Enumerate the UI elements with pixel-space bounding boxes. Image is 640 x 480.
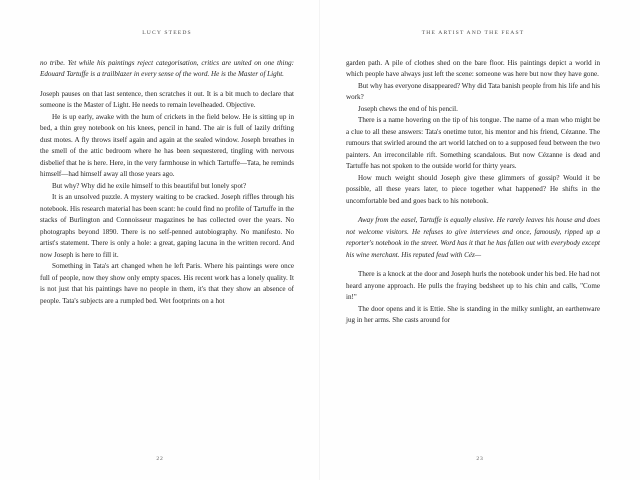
right-running-head: THE ARTIST AND THE FEAST: [421, 30, 525, 36]
paragraph: no tribe. Yet while his paintings reject categorisation, critics are united on one thing: Edouard Tartuffe is a trailblazer in every sense of the word. He is the Master of Light.: [40, 59, 294, 79]
paragraph: Joseph pauses on that last sentence, then scratches it out. It is a bit much to declare that someone is the Master of Light. He needs to remain levelheaded. Objective.: [40, 89, 294, 110]
right-page-folio: 23: [476, 456, 484, 462]
paragraph: garden path. A pile of clothes shed on the bare floor. His paintings depict a world in which people have always just left the scene: someone was here but now they have gone.: [346, 59, 600, 79]
paragraph: But why has everyone disappeared? Why did Tata banish people from his life and his work?: [346, 81, 600, 102]
paragraph: The door opens and it is Ettie. She is standing in the milky sunlight, an earthenware jug in her arms. She casts around for: [346, 304, 600, 325]
left-page-folio: 22: [156, 456, 164, 462]
paragraph: Away from the easel, Tartuffe is equally elusive. He rarely leaves his house and does not welcome visitors. He refuses to give interviews and once, famously, ripped up a reporter's notebook in the street. Word has it that he has fallen out with everybody except his wine merchant. His reputed feud with Céz—: [346, 216, 600, 259]
paragraph: There is a knock at the door and Joseph hurls the notebook under his bed. He had not heard anyone approach. He pulls the fraying bedsheet up to his chin and calls, "Come in!": [346, 270, 600, 302]
paragraph: Joseph chews the end of his pencil.: [358, 104, 458, 113]
paragraph: He is up early, awake with the hum of crickets in the field below. He is sitting up in bed, a thin grey notebook on his knees, pencil in hand. The air is full of lazily drifting dust motes. A fly throws itself again and again at the sealed window. Joseph breathes in the smell of the attic bedroom where he has been sequestered, tingling with nervous disbelief that he is here. Here, in the very farmhouse in which Tartuffe—Tata, he reminds himself—had himself away all those years ago.: [40, 112, 294, 179]
paragraph: But why? Why did he exile himself to this beautiful but lonely spot?: [52, 181, 247, 190]
paragraph: Something in Tata's art changed when he left Paris. Where his paintings were once full of people, now they show only empty spaces. His recent work has a lonely quality. It is not just that his paintings have no people in them, it's that they show an absence of people. Tata's subjects are a rumpled bed. Wet footprints on a hot: [40, 262, 294, 305]
left-page-text: [40, 58, 294, 307]
paragraph: It is an unsolved puzzle. A mystery waiting to be cracked. Joseph riffles through his notebook. His research material has been scant: he could find no profile of Tartuffe in the stacks of Burlington and Connoisseur magazines he has collected over the years. No photographs beyond 1890. There is no self-penned autobiography. No manifesto. No artist's statement. There is only a hole: a great, gaping lacuna in the written record. And now Joseph is here to fill it.: [40, 193, 294, 259]
right-page: [320, 0, 640, 480]
paragraph: How much weight should Joseph give these glimmers of gossip? Would it be possible, all these years later, to piece together what happened? He shifts in the uncomfortable bed and goes back to his notebook.: [346, 173, 600, 205]
paragraph: There is a name hovering on the tip of his tongue. The name of a man who might be a clue to all these answers: Tata's onetime tutor, his mentor and his friend, Cézanne. The rumours that swirled around the art world latched on to a supposed feud between the two painters. An irreconcilable rift. Something scandalous. But now Cézanne is dead and Tartuffe has not spoken to the outside world for thirty years.: [346, 116, 600, 171]
left-running-head: LUCY STEEDS: [142, 30, 192, 36]
right-page-text: [346, 58, 600, 327]
